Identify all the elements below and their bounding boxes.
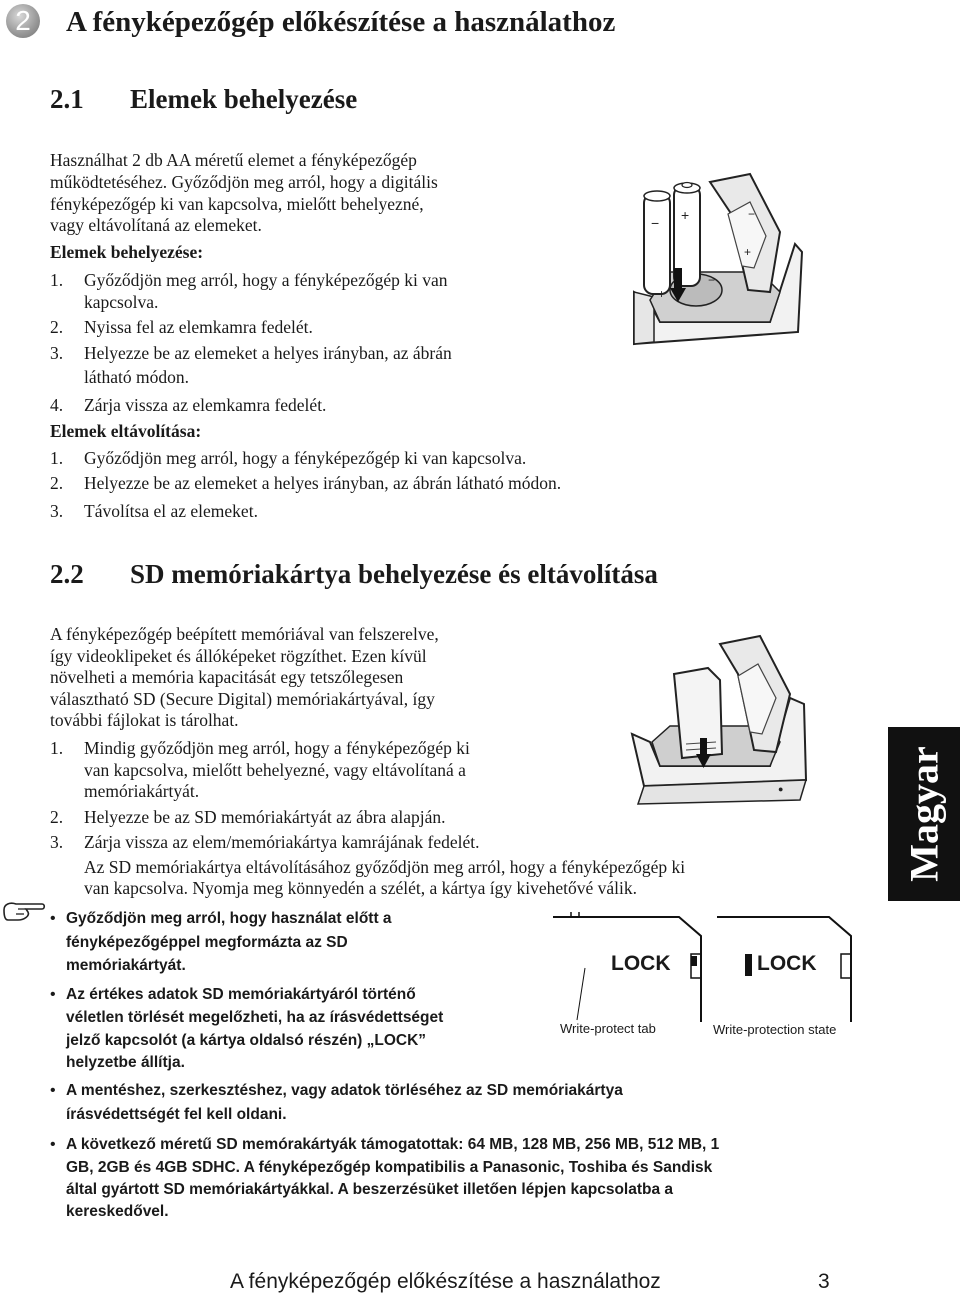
section-number: 2.2 xyxy=(50,559,84,589)
paragraph-line: működtetéséhez. Győződjön meg arról, hogy a digitális xyxy=(50,172,438,192)
caption-write-protect-tab: Write-protect tab xyxy=(560,1021,656,1036)
note-line: jelző kapcsolót (a kártya oldalsó részén) „LOCK” xyxy=(66,1032,427,1049)
svg-text:−: − xyxy=(651,215,660,231)
list-item: 2. Helyezze be az elemeket a helyes irányban, az ábrán látható módon. xyxy=(50,473,562,493)
paragraph-line: Használhat 2 db AA méretű elemet a fényképezőgép xyxy=(50,150,417,170)
side-tab-label: Magyar xyxy=(901,746,947,882)
paragraph-line: választható SD (Secure Digital) memóriakártyával, így xyxy=(50,689,435,709)
chapter-number-icon: 2 xyxy=(6,4,40,38)
paragraph-line: további fájlokat is tárolhat. xyxy=(50,710,239,730)
list-item-continuation: látható módon. xyxy=(84,367,189,387)
note-line: helyzetbe állítja. xyxy=(66,1054,185,1071)
svg-text:●: ● xyxy=(778,784,784,794)
caption-write-protection-state: Write-protection state xyxy=(713,1022,837,1037)
note-line: A következő méretű SD memórakártyák támogatottak: 64 MB, 128 MB, 256 MB, 512 MB, 1 xyxy=(66,1136,720,1153)
lock-label-right: LOCK xyxy=(757,952,817,975)
list-item: 4. Zárja vissza az elemkamra fedelét. xyxy=(50,395,327,415)
lock-label-left: LOCK xyxy=(611,952,671,975)
list-item-continuation: memóriakártyát. xyxy=(84,781,200,801)
list-item: 3. Helyezze be az elemeket a helyes irányban, az ábrán xyxy=(50,343,452,363)
removal-note-line: van kapcsolva. Nyomja meg könnyedén a szélét, a kártya így kivehetővé válik. xyxy=(84,878,638,898)
list-item: 2. Nyissa fel az elemkamra fedelét. xyxy=(50,317,313,337)
section-title-text: Elemek behelyezése xyxy=(130,84,358,114)
bullet-icon: • xyxy=(50,910,56,927)
svg-text:+: + xyxy=(658,287,666,301)
bullet-icon: • xyxy=(50,1082,56,1099)
paragraph-line: A fényképezőgép beépített memóriával van felszerelve, xyxy=(50,624,439,644)
subheading-insert: Elemek behelyezése: xyxy=(50,242,204,262)
list-item-continuation: kapcsolva. xyxy=(84,292,159,312)
section-title-2-1 xyxy=(50,81,357,117)
list-item: 1. Győződjön meg arról, hogy a fényképezőgép ki van kapcsolva. xyxy=(50,448,527,468)
section-title-2-2 xyxy=(50,556,658,592)
paragraph-line: így videoklipeket és állóképeket rögzíthet. Ezen kívül xyxy=(50,646,427,666)
section-title-text: SD memóriakártya behelyezése és eltávolítása xyxy=(130,559,658,589)
note-line: véletlen törlését megelőzheti, ha az írásvédettséget xyxy=(66,1009,444,1026)
list-item: 3. Távolítsa el az elemeket. xyxy=(50,501,258,521)
lock-figure xyxy=(553,912,855,1042)
bullet-icon: • xyxy=(50,986,56,1003)
note-line: kereskedővel. xyxy=(66,1203,169,1220)
list-item: 2. Helyezze be az SD memóriakártyát az ábra alapján. xyxy=(50,807,446,827)
page-number: 3 xyxy=(818,1270,830,1293)
note-line: memóriakártyát. xyxy=(66,957,186,974)
note-line: által gyártott SD memóriakártyákkal. A beszerzésüket illetően lépjen kapcsolatba a xyxy=(66,1181,674,1198)
footer-title: A fényképezőgép előkészítése a használathoz xyxy=(230,1270,661,1293)
language-side-tab xyxy=(888,727,960,901)
sd-card-figure xyxy=(630,634,810,806)
note-hand-icon xyxy=(2,898,46,924)
list-item: 1. Mindig győződjön meg arról, hogy a fényképezőgép ki xyxy=(50,738,470,758)
bullet-icon: • xyxy=(50,1136,56,1153)
battery-figure xyxy=(630,172,805,350)
svg-text:+: + xyxy=(681,207,690,223)
paragraph-line: fényképezőgép ki van kapcsolva, mielőtt behelyezné, xyxy=(50,194,424,214)
list-item: 3. Zárja vissza az elem/memóriakártya kamrájának fedelét. xyxy=(50,832,480,852)
paragraph-line: növelheti a memória kapacitását egy tetszőlegesen xyxy=(50,667,404,687)
note-line: GB, 2GB és 4GB SDHC. A fényképezőgép kompatibilis a Panasonic, Toshiba és Sandisk xyxy=(66,1159,713,1176)
svg-text:+: + xyxy=(744,245,752,259)
subheading-remove: Elemek eltávolítása: xyxy=(50,421,202,441)
removal-note-line: Az SD memóriakártya eltávolításához győződjön meg arról, hogy a fényképezőgép ki xyxy=(84,857,686,877)
note-line: Győződjön meg arról, hogy használat előtt a xyxy=(66,910,392,927)
svg-text:−: − xyxy=(748,207,756,221)
note-line: A mentéshez, szerkesztéshez, vagy adatok törléséhez az SD memóriakártya xyxy=(66,1082,623,1099)
section-number: 2.1 xyxy=(50,84,84,114)
note-line: írásvédettségét fel kell oldani. xyxy=(66,1106,287,1123)
list-item-continuation: van kapcsolva, mielőtt behelyezné, vagy eltávolítaná a xyxy=(84,760,466,780)
note-line: Az értékes adatok SD memóriakártyáról történő xyxy=(66,986,416,1003)
chapter-title: A fényképezőgép előkészítése a használathoz xyxy=(66,6,616,38)
paragraph-line: vagy eltávolítaná az elemeket. xyxy=(50,215,262,235)
note-line: fényképezőgéppel megformázta az SD xyxy=(66,934,348,951)
list-item: 1. Győződjön meg arról, hogy a fényképezőgép ki van xyxy=(50,270,448,290)
svg-text:−: − xyxy=(708,273,716,287)
